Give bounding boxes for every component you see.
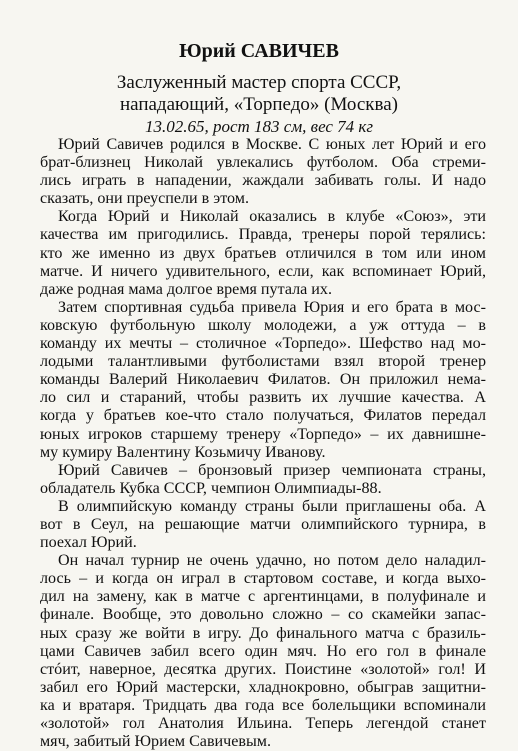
- paragraph-line: стóит, наверное, десятка других. Поистине «золотой» гол! И: [40, 660, 486, 678]
- paragraph-line: поехал Юрий.: [40, 534, 137, 552]
- paragraph-line: цами Савичев забил всего один мяч. Но его гол в финале: [40, 642, 486, 660]
- paragraph-line: лись играть в нападении, жаждали забивать голы. И надо: [40, 172, 486, 190]
- paragraph: [40, 552, 486, 751]
- paragraph-line: Затем спортивная судьба привела Юрия и его брата в мос-: [58, 298, 486, 316]
- paragraph-line: му кумиру Валентину Козьмичу Иванову.: [40, 443, 326, 461]
- paragraph-line: матче. И ничего удивительного, если, как вспоминает Юрий,: [40, 262, 486, 280]
- paragraph-line: обладатель Кубка СССР, чемпион Олимпиады-88.: [40, 479, 382, 497]
- paragraph: [40, 498, 486, 552]
- article-header: [0, 38, 518, 137]
- paragraph-line: команду их мечты – столичное «Торпедо». Шефство над мо-: [40, 335, 486, 353]
- article-body: [40, 136, 486, 751]
- paragraph-line: вот в Сеул, на решающие матчи олимпийского турнира, в: [40, 515, 486, 533]
- paragraph-line: «золотой» гол Анатолия Ильина. Теперь легендой станет: [40, 715, 486, 732]
- paragraph-line: Когда Юрий и Николай оказались в клубе «Союз», эти: [58, 208, 486, 226]
- paragraph-line: ка и вратаря. Тридцать два года все болельщики вспоминали: [40, 696, 486, 714]
- player-title: Заслуженный мастер спорта СССР,: [116, 72, 402, 93]
- paragraph-line: ковскую футбольную школу молодежи, а уж оттуда – в: [40, 316, 486, 334]
- paragraph-line: лось – и когда он играл в стартовом составе, и когда выхо-: [40, 570, 486, 588]
- paragraph: [40, 136, 486, 208]
- paragraph-line: ных сразу же войти в игру. До финального матча с бразиль-: [40, 624, 486, 642]
- paragraph-line: юных игроков старшему тренеру «Торпедо» – их давнишне-: [40, 425, 486, 443]
- paragraph-line: Юрий Савичев – бронзовый призер чемпионата страны,: [58, 461, 486, 479]
- paragraph-line: Юрий Савичев родился в Москве. С юных лет Юрий и его: [58, 136, 486, 153]
- paragraph-line: даже родная мама долгое время путала их.: [40, 280, 332, 298]
- paragraph-line: качества им пригодились. Правда, тренеры порой терялись:: [40, 226, 486, 244]
- player-name: Юрий САВИЧЕВ: [179, 40, 339, 62]
- paragraph-line: лодыми талантливыми футболистами взял второй тренер: [40, 353, 486, 371]
- paragraph-line: ло сил и стараний, чтобы развить их лучшие качества. А: [40, 389, 486, 407]
- player-position-club: нападающий, «Торпедо» (Москва): [119, 94, 399, 115]
- paragraph-line: дил на замену, как в матче с аргентинцами, в полуфинале и: [40, 588, 486, 606]
- paragraph: [40, 299, 486, 462]
- paragraph-line: брат-близнец Николай увлекались футболом. Оба стреми-: [40, 154, 486, 172]
- paragraph-line: команды Валерий Николаевич Филатов. Он приложил нема-: [40, 371, 486, 389]
- player-stats: 13.02.65, рост 183 см, вес 74 кг: [144, 117, 374, 136]
- paragraph-line: забил его Юрий мастерски, хладнокровно, обыграв защитни-: [40, 678, 486, 696]
- paragraph: [40, 462, 486, 498]
- paragraph-line: сказать, они преуспели в этом.: [40, 190, 249, 208]
- paragraph-line: финале. Вообще, это довольно сложно – со скамейки запас-: [40, 606, 486, 624]
- paragraph-line: Он начал турнир не очень удачно, но потом дело наладил-: [58, 552, 486, 570]
- paragraph-line: когда у братьев кое-что стало получаться, Филатов передал: [40, 407, 486, 425]
- paragraph-line: кто же именно из двух братьев отличился в том или ином: [40, 244, 486, 262]
- paragraph-line: В олимпийскую команду страны были приглашены оба. А: [58, 497, 486, 515]
- paragraph: [40, 208, 486, 298]
- paragraph-line: мяч, забитый Юрием Савичевым.: [40, 733, 272, 751]
